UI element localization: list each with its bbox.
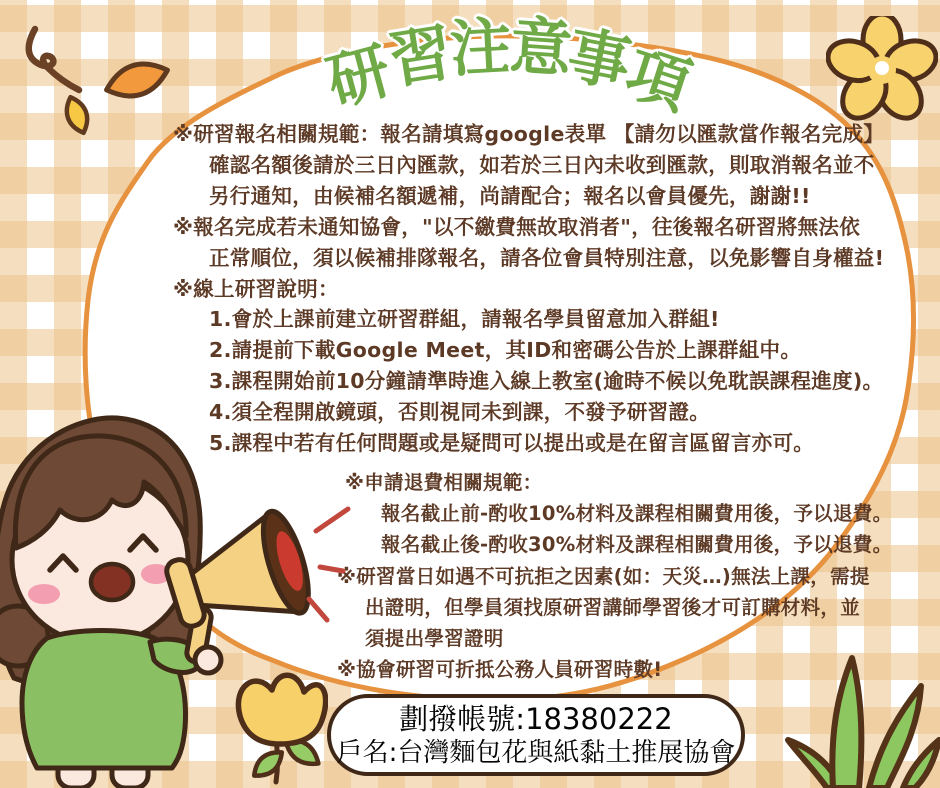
postal-account-number: 劃撥帳號:18380222 xyxy=(399,702,673,736)
yellow-leaf-icon xyxy=(62,94,93,136)
flower-icon xyxy=(826,16,938,128)
notice-line: 另行通知，由候補名額遞補，尚請配合；報名以會員優先，謝謝!! xyxy=(209,183,811,208)
refund-line: 須提出學習證明 xyxy=(365,627,504,651)
notice-line: 確認名額後請於三日內匯款，如若於三日內未收到匯款，則取消報名並不 xyxy=(209,152,875,177)
hand xyxy=(195,647,221,673)
refund-line: ※協會研習可折抵公務人員研習時數! xyxy=(337,658,663,682)
refund-line: ※研習當日如遇不可抗拒之因素(如：天災…)無法上課，需提 xyxy=(337,564,870,588)
title-char: 項 xyxy=(617,35,699,124)
refund-rules-text xyxy=(337,467,892,685)
notice-line: ※研習報名相關規範：報名請填寫google表單 【請勿以匯款當作報名完成】 xyxy=(173,122,885,146)
blush xyxy=(28,584,60,604)
notice-line: 5.課程中若有任何問題或是疑問可以提出或是在留言區留言亦可。 xyxy=(209,431,815,456)
notice-line: 1.會於上課前建立研習群組，請報名學員留意加入群組! xyxy=(209,307,720,332)
notice-line: 4.須全程開啟鏡頭，否則視同未到課，不發予研習證。 xyxy=(209,400,711,425)
account-holder-name: 戶名:台灣麵包花與紙黏土推展協會 xyxy=(336,738,736,768)
megaphone-sound-lines-icon xyxy=(293,493,365,633)
refund-line: 報名截止後-酌收30%材料及課程相關費用後，予以退費。 xyxy=(381,533,893,557)
notice-line: ※線上研習說明： xyxy=(173,276,339,301)
title-char: 注 xyxy=(448,9,514,86)
title-char: 事 xyxy=(561,17,637,102)
notice-line: 2.請提前下載Google Meet，其ID和密碼公告於上課群組中。 xyxy=(209,338,802,363)
notice-line: ※報名完成若未通知協會，"以不繳費無故取消者"，往後報名研習將無法依 xyxy=(173,214,860,239)
notice-line: 3.課程開始前10分鐘請準時進入線上教室(逾時不候以免耽誤課程進度)。 xyxy=(209,369,884,394)
title-char: 研 xyxy=(319,33,399,120)
notice-line: 正常順位，須以候補排隊報名，請各位會員特別注意，以免影響自身權益! xyxy=(209,245,885,270)
girl-megaphone-illustration xyxy=(0,398,328,788)
refund-line: 出證明，但學員須找原研習講師學習後才可訂購材料，並 xyxy=(365,595,861,619)
payment-info-box xyxy=(327,694,745,776)
title-char: 意 xyxy=(507,8,575,87)
refund-line: ※申請退費相關規範： xyxy=(345,471,543,494)
orange-leaf-icon xyxy=(102,56,172,104)
open-mouth xyxy=(91,564,133,600)
title-char: 習 xyxy=(384,15,458,98)
squiggle-line-icon xyxy=(29,29,79,90)
refund-line: 報名截止前-酌收10%材料及課程相關費用後，予以退費。 xyxy=(381,502,893,526)
